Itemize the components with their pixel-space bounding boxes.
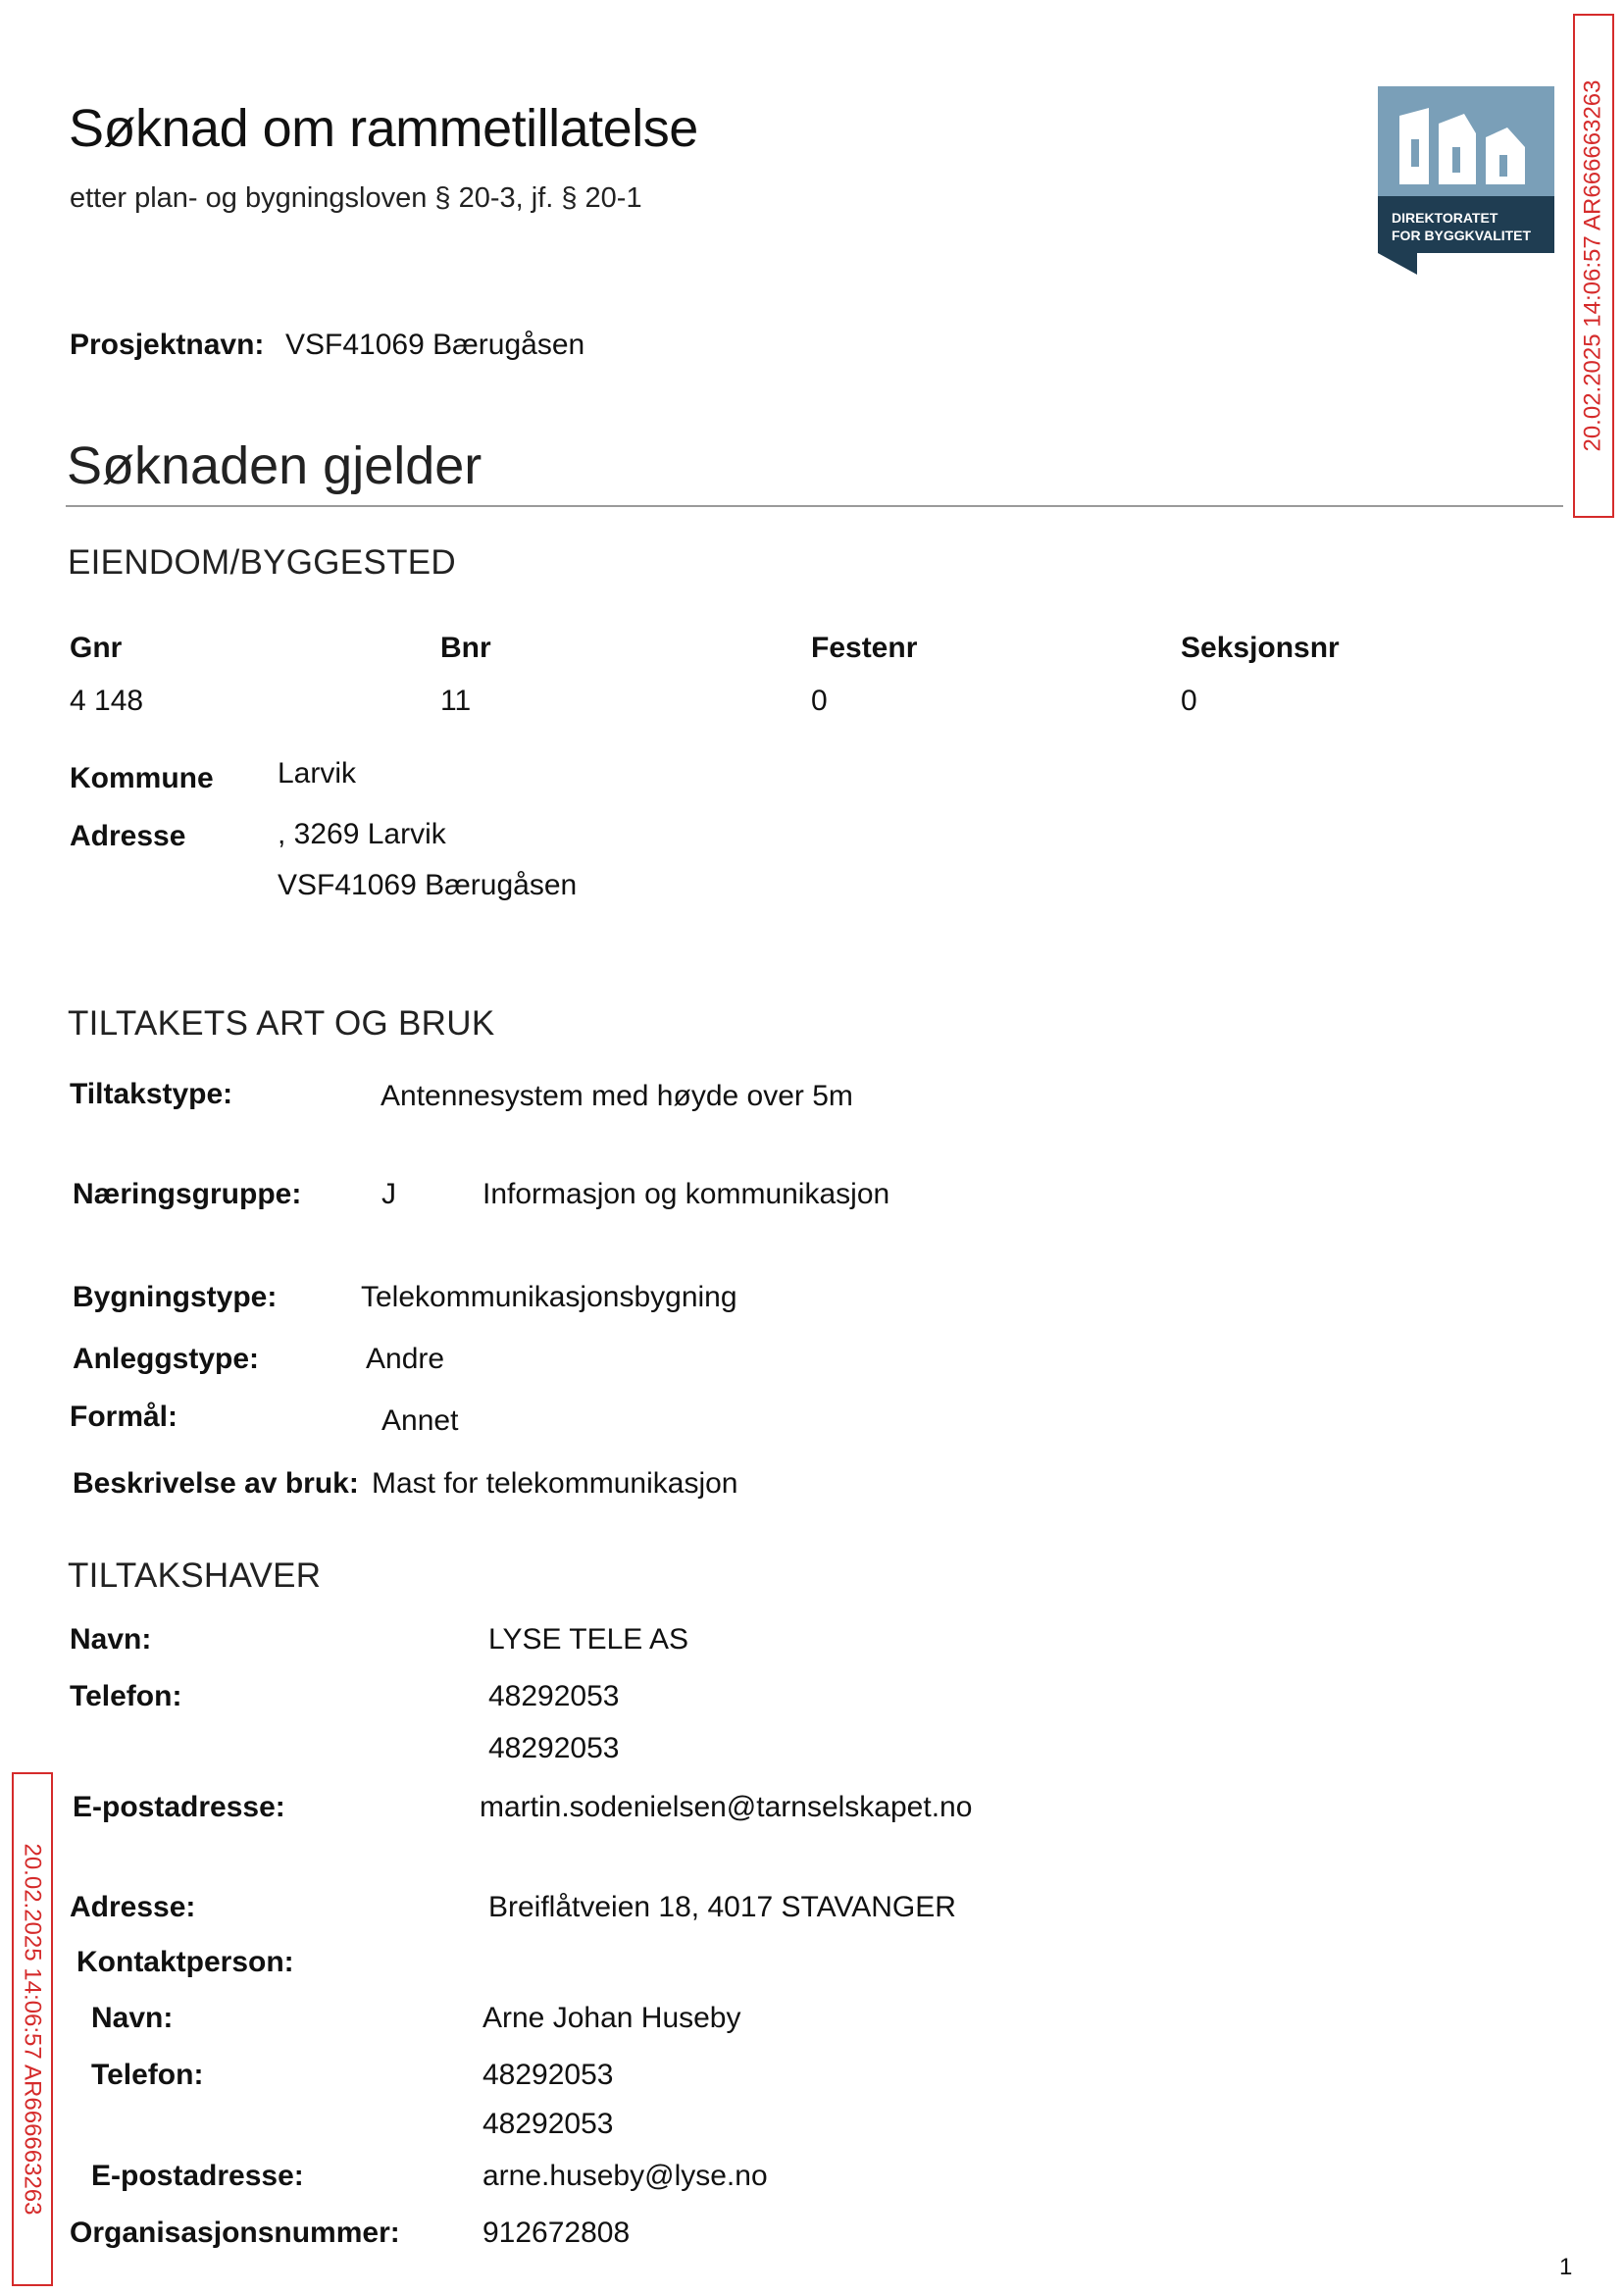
tiltakshaver-navn-label: Navn: [70, 1623, 152, 1656]
section-divider [66, 505, 1563, 507]
timestamp-stamp-bottom-text: 20.02.2025 14:06:57 AR666663263 [20, 1843, 46, 2216]
tiltakshaver-adresse-label: Adresse: [70, 1891, 196, 1923]
page-number: 1 [1559, 2254, 1573, 2280]
tiltakstype-label: Tiltakstype: [70, 1078, 233, 1110]
naeringsgruppe-code: J [381, 1178, 396, 1210]
eiendom-heading: EIENDOM/BYGGESTED [68, 543, 456, 582]
page-title: Søknad om rammetillatelse [69, 99, 698, 158]
adresse-line2: VSF41069 Bærugåsen [278, 869, 578, 901]
kontaktperson-label: Kontaktperson: [76, 1946, 294, 1978]
tiltakshaver-telefon-label: Telefon: [70, 1680, 182, 1712]
anleggstype-label: Anleggstype: [73, 1343, 260, 1375]
seksjonsnr-value: 0 [1181, 685, 1197, 717]
kontakt-navn-value: Arne Johan Huseby [482, 2002, 741, 2034]
beskrivelse-label: Beskrivelse av bruk: [73, 1467, 359, 1500]
formal-label: Formål: [70, 1401, 178, 1433]
kommune-label: Kommune [70, 762, 214, 794]
kontakt-navn-label: Navn: [91, 2002, 174, 2034]
dibk-logo-icon [1378, 86, 1554, 275]
timestamp-stamp-top [1573, 14, 1614, 518]
tiltak-heading: TILTAKETS ART OG BRUK [68, 1004, 495, 1043]
tiltakshaver-telefon-value1: 48292053 [488, 1680, 620, 1712]
bygningstype-value: Telekommunikasjonsbygning [361, 1281, 737, 1313]
adresse-label: Adresse [70, 820, 186, 852]
naeringsgruppe-value: Informasjon og kommunikasjon [482, 1178, 890, 1210]
timestamp-stamp-top-text: 20.02.2025 14:06:57 AR666663263 [1580, 79, 1606, 452]
project-name-value: VSF41069 Bærugåsen [285, 329, 585, 361]
tiltakshaver-epost-label: E-postadresse: [73, 1791, 285, 1823]
kontakt-epost-value: arne.huseby@lyse.no [482, 2160, 768, 2192]
bnr-header: Bnr [440, 632, 491, 664]
organisasjonsnummer-label: Organisasjonsnummer: [70, 2217, 400, 2249]
festenr-header: Festenr [811, 632, 918, 664]
tiltakshaver-epost-value: martin.sodenielsen@tarnselskapet.no [480, 1791, 973, 1823]
anleggstype-value: Andre [366, 1343, 445, 1375]
logo-text-line1: DIREKTORATET [1392, 210, 1498, 226]
formal-value: Annet [381, 1404, 459, 1437]
tiltakshaver-telefon-value2: 48292053 [488, 1732, 620, 1764]
tiltakshaver-heading: TILTAKSHAVER [68, 1556, 322, 1595]
logo-text-line2: FOR BYGGKVALITET [1392, 228, 1532, 243]
bygningstype-label: Bygningstype: [73, 1281, 278, 1313]
bnr-value: 11 [440, 685, 472, 717]
project-name-label: Prosjektnavn: [70, 329, 265, 361]
seksjonsnr-header: Seksjonsnr [1181, 632, 1340, 664]
naeringsgruppe-label: Næringsgruppe: [73, 1178, 302, 1210]
festenr-value: 0 [811, 685, 828, 717]
kontakt-telefon-value2: 48292053 [482, 2108, 614, 2140]
page-subtitle: etter plan- og bygningsloven § 20-3, jf. § 20-1 [70, 182, 642, 214]
tiltakshaver-navn-value: LYSE TELE AS [488, 1623, 689, 1656]
beskrivelse-value: Mast for telekommunikasjon [372, 1467, 738, 1500]
organisasjonsnummer-value: 912672808 [482, 2217, 631, 2249]
kontakt-telefon-value1: 48292053 [482, 2059, 614, 2091]
gnr-header: Gnr [70, 632, 123, 664]
tiltakstype-value: Antennesystem med høyde over 5m [381, 1080, 853, 1112]
section-title: Søknaden gjelder [67, 436, 482, 495]
dibk-logo [1378, 86, 1554, 275]
timestamp-stamp-bottom [12, 1772, 53, 2286]
adresse-line1: , 3269 Larvik [278, 818, 446, 850]
tiltakshaver-adresse-value: Breiflåtveien 18, 4017 STAVANGER [488, 1891, 956, 1923]
kontakt-telefon-label: Telefon: [91, 2059, 204, 2091]
gnr-value: 4 148 [70, 685, 144, 717]
kommune-value: Larvik [278, 757, 357, 790]
kontakt-epost-label: E-postadresse: [91, 2160, 304, 2192]
